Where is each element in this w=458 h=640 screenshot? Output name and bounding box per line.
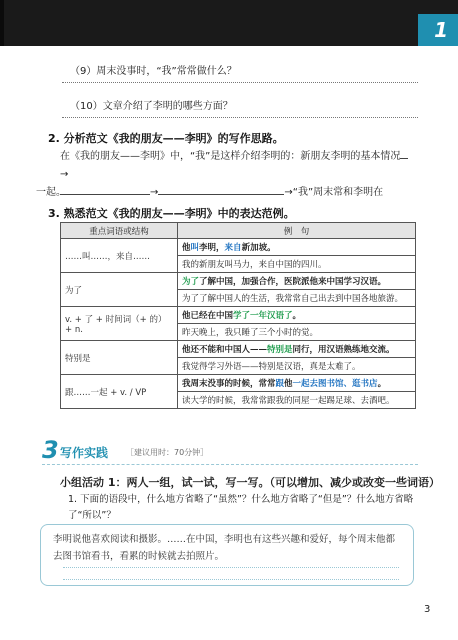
answer-line	[63, 579, 399, 580]
example-sentence: 他已经在中国学了一年汉语了。	[178, 307, 416, 324]
table-row	[61, 341, 416, 358]
question-10: （10）文章介绍了李明的哪些方面？	[70, 101, 233, 112]
question-9: （9）周末没事时，“我”常常做什么？	[70, 66, 237, 77]
task-1: 1. 下面的语段中，什么地方省略了“虽然”？什么地方省略了“但是”？什么地方省略了“所以”？	[68, 494, 414, 521]
answer-line	[63, 567, 399, 568]
practice-divider	[42, 464, 418, 465]
page-header-bar	[0, 0, 458, 46]
table-header-structure: 重点词语或结构	[61, 223, 178, 239]
example-sentence: 我的新朋友叫马力，来自中国的四川。	[178, 256, 416, 273]
practice-number: 3	[42, 436, 59, 464]
arrow-2: →	[150, 187, 159, 198]
chapter-number: 1	[434, 18, 448, 42]
table-header-row	[61, 223, 416, 239]
structure-cell: 为了	[61, 273, 178, 307]
answer-text: 李明说他喜欢阅读和摄影。……在中国，李明也有这些兴趣和爱好，每个周末他都去图书馆看书，看累的时候就去拍照片。	[53, 534, 396, 562]
example-sentence: 我周末没事的时候，常常跟他一起去图书馆、逛书店。	[178, 375, 416, 392]
structure-cell: 跟……一起 + v. / VP	[61, 375, 178, 409]
table-header-example: 例 句	[178, 223, 416, 239]
section-2-title: 2. 分析范文《我的朋友——李明》的写作思路。	[48, 132, 284, 145]
practice-time-note: ［建议用时：70分钟］	[126, 448, 209, 457]
answer-line-10	[62, 117, 418, 118]
example-sentence: 读大学的时候，我常常跟我的同屋一起踢足球、去酒吧。	[178, 392, 416, 409]
example-table	[60, 222, 416, 409]
structure-cell: v. + 了 + 时间词（+ 的）+ n.	[61, 307, 178, 341]
answer-line-9	[62, 82, 418, 83]
practice-number-badge	[42, 436, 62, 464]
practice-title: 写作实践	[60, 446, 109, 460]
blank-1	[400, 148, 408, 159]
section-3-title: 3. 熟悉范文《我的朋友——李明》中的表达范例。	[48, 207, 295, 220]
section-2-line-1: 在《我的朋友——李明》中，“我”是这样介绍李明的：新朋友李明的基本情况	[60, 151, 401, 162]
table-row	[61, 239, 416, 256]
answer-box	[40, 524, 414, 586]
section-2-tail: “我”周末常和李明在	[292, 187, 384, 198]
header-strip	[0, 0, 4, 46]
example-sentence: 为了了解中国人的生活，我常常自己出去到中国各地旅游。	[178, 290, 416, 307]
table-row	[61, 307, 416, 324]
activity-title: 小组活动 1：两人一组，试一试，写一写。（可以增加、减少或改变一些词语）	[60, 476, 440, 489]
chapter-tab	[418, 14, 458, 46]
arrow-1: →	[60, 169, 69, 180]
example-sentence: 他还不能和中国人——特别是同行，用汉语熟练地交流。	[178, 341, 416, 358]
structure-cell: ……叫……，来自……	[61, 239, 178, 273]
example-sentence: 他叫李明，来自新加坡。	[178, 239, 416, 256]
arrow-3: →	[284, 187, 293, 198]
section-2-line-3: 一起。	[36, 187, 66, 198]
example-sentence: 昨天晚上，我只睡了三个小时的觉。	[178, 324, 416, 341]
structure-cell: 特别是	[61, 341, 178, 375]
example-sentence: 我觉得学习外语——特别是汉语，真是太难了。	[178, 358, 416, 375]
table-row	[61, 273, 416, 290]
page-number: 3	[424, 604, 431, 615]
example-sentence: 为了了解中国，加强合作，医院派他来中国学习汉语。	[178, 273, 416, 290]
table-row	[61, 375, 416, 392]
